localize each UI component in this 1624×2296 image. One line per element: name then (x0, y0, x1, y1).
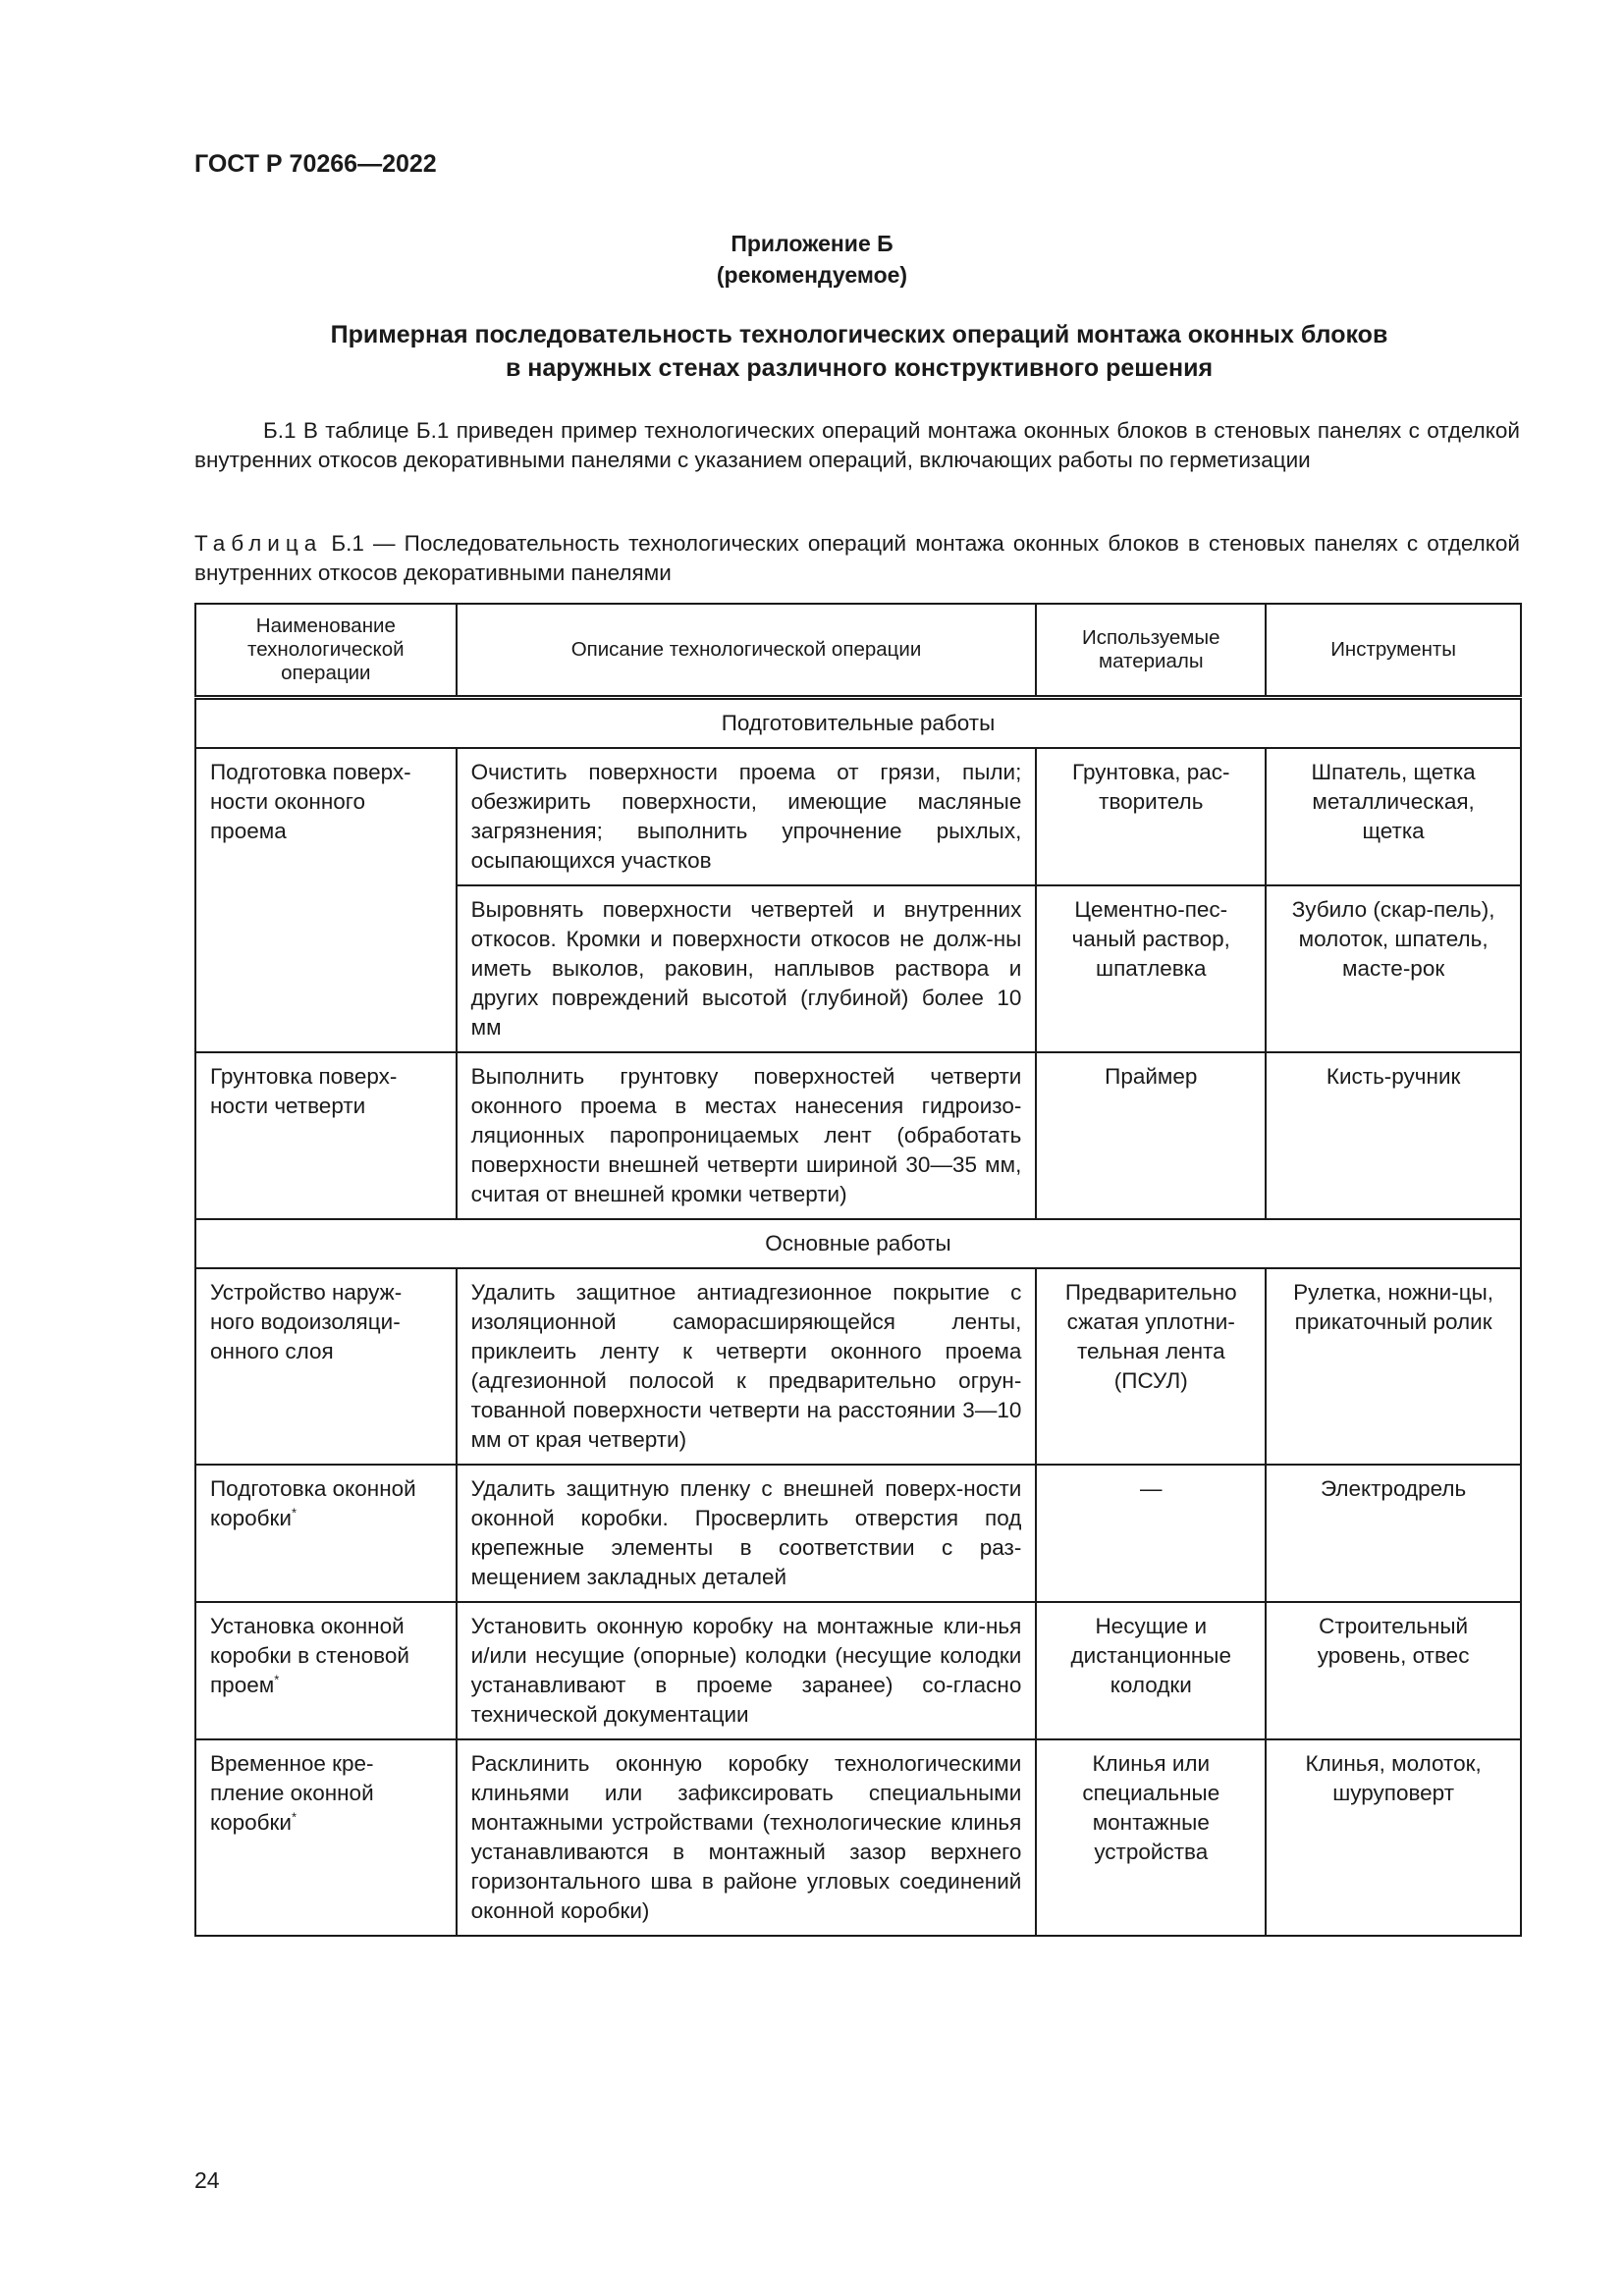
cell-operation-name: Устройство наруж-ного водоизоляци-онного слоя (195, 1268, 457, 1465)
footnote-mark: * (274, 1672, 280, 1687)
header-operation-name: Наименование технологической операции (195, 604, 457, 698)
appendix-title-line-2: в наружных стенах различного конструктивного решения (505, 354, 1214, 382)
cell-materials: Грунтовка, рас-творитель (1036, 748, 1266, 885)
cell-tools: Кисть-ручник (1266, 1052, 1521, 1219)
cell-description: Выровнять поверхности четвертей и внутренних откосов. Кромки и поверхности откосов не долж-ны иметь выколов, раковин, наплывов раствора и других повреждений высотой (глубиной) более 10 мм (457, 885, 1037, 1052)
table-row (195, 1052, 1521, 1219)
cell-materials: Клинья или специальные монтажные устройства (1036, 1739, 1266, 1936)
cell-materials: Несущие и дистанционные колодки (1036, 1602, 1266, 1739)
appendix-status: (рекомендуемое) (716, 262, 908, 288)
section-label: Основные работы (195, 1219, 1521, 1268)
cell-operation-name (195, 1465, 457, 1602)
cell-description: Удалить защитную пленку с внешней поверх-ности оконной коробки. Просверлить отверстия под крепежные элементы в соответствии с раз-мещением закладных деталей (457, 1465, 1037, 1602)
cell-description: Расклинить оконную коробку технологическими клиньями или зафиксировать специальными монтажными устройствами (технологические клинья устанавливаются в монтажный зазор верхнего горизонтального шва в районе угловых соединений оконной коробки) (457, 1739, 1037, 1936)
header-tools: Инструменты (1266, 604, 1521, 698)
table-caption-label: Таблица (194, 531, 323, 556)
section-row-main (195, 1219, 1521, 1268)
table-row (195, 1465, 1521, 1602)
operation-name-text: Установка оконной коробки в стеновой проем (210, 1614, 409, 1697)
appendix-title-line-1: Примерная последовательность технологических операций монтажа оконных блоков (330, 321, 1388, 348)
section-label: Подготовительные работы (195, 698, 1521, 749)
cell-tools: Зубило (скар-пель), молоток, шпатель, масте-рок (1266, 885, 1521, 1052)
cell-operation-name (195, 1739, 457, 1936)
table-caption (194, 529, 1520, 588)
cell-tools: Клинья, молоток, шуруповерт (1266, 1739, 1521, 1936)
footnote-mark: * (291, 1809, 297, 1825)
header-operation-description: Описание технологической операции (457, 604, 1037, 698)
appendix-title (196, 318, 1522, 385)
cell-tools: Рулетка, ножни-цы, прикаточный ролик (1266, 1268, 1521, 1465)
cell-materials: Предварительно сжатая уплотни-тельная лента (ПСУЛ) (1036, 1268, 1266, 1465)
operation-name-text: Временное кре-пление оконной коробки (210, 1751, 374, 1835)
intro-paragraph (194, 416, 1520, 475)
cell-operation-name: Подготовка поверх-ности оконного проема (195, 748, 457, 1052)
cell-description: Удалить защитное антиадгезионное покрытие с изоляционной саморасширяющейся ленты, приклеить ленту к четверти оконного проема (адгезионной полосой к предварительно огрун-тованной поверхности четверти на расстоянии 3—10 мм от края четверти) (457, 1268, 1037, 1465)
cell-operation-name: Грунтовка поверх-ности четверти (195, 1052, 457, 1219)
document-code: ГОСТ Р 70266—2022 (194, 150, 437, 178)
cell-tools: Строительный уровень, отвес (1266, 1602, 1521, 1739)
section-row-preparatory (195, 698, 1521, 749)
intro-text: Б.1 В таблице Б.1 приведен пример технологических операций монтажа оконных блоков в стеновых панелях с отделкой внутренних откосов декоративными панелями с указанием операций, включающих работы по герметизации (194, 418, 1520, 472)
cell-tools: Электродрель (1266, 1465, 1521, 1602)
table-caption-text: Б.1 — Последовательность технологических операций монтажа оконных блоков в стеновых панелях с отделкой внутренних откосов декоративными панелями (194, 531, 1520, 585)
cell-operation-name (195, 1602, 457, 1739)
appendix-label: Приложение Б (731, 231, 893, 256)
cell-materials: — (1036, 1465, 1266, 1602)
cell-materials: Праймер (1036, 1052, 1266, 1219)
cell-description: Выполнить грунтовку поверхностей четверти оконного проема в местах нанесения гидроизо-ляционных паропроницаемых лент (обработать поверхности внешней четверти шириной 30—35 мм, считая от внешней кромки четверти) (457, 1052, 1037, 1219)
page-number: 24 (194, 2167, 220, 2193)
appendix-heading (0, 228, 1624, 291)
table-row (195, 1268, 1521, 1465)
operations-table (194, 603, 1522, 1937)
cell-description: Установить оконную коробку на монтажные кли-нья и/или несущие (опорные) колодки (несущие колодки устанавливают в проеме заранее) со-гласно технической документации (457, 1602, 1037, 1739)
table-row (195, 1602, 1521, 1739)
footnote-mark: * (291, 1505, 297, 1521)
cell-tools: Шпатель, щетка металлическая, щетка (1266, 748, 1521, 885)
table-row (195, 1739, 1521, 1936)
cell-materials: Цементно-пес-чаный раствор, шпатлевка (1036, 885, 1266, 1052)
operation-name-text: Подготовка оконной коробки (210, 1476, 416, 1530)
table-row (195, 748, 1521, 885)
table-header-row (195, 604, 1521, 698)
header-materials: Используемые материалы (1036, 604, 1266, 698)
cell-description: Очистить поверхности проема от грязи, пыли; обезжирить поверхности, имеющие масляные загрязнения; выполнить упрочнение рыхлых, осыпающихся участков (457, 748, 1037, 885)
